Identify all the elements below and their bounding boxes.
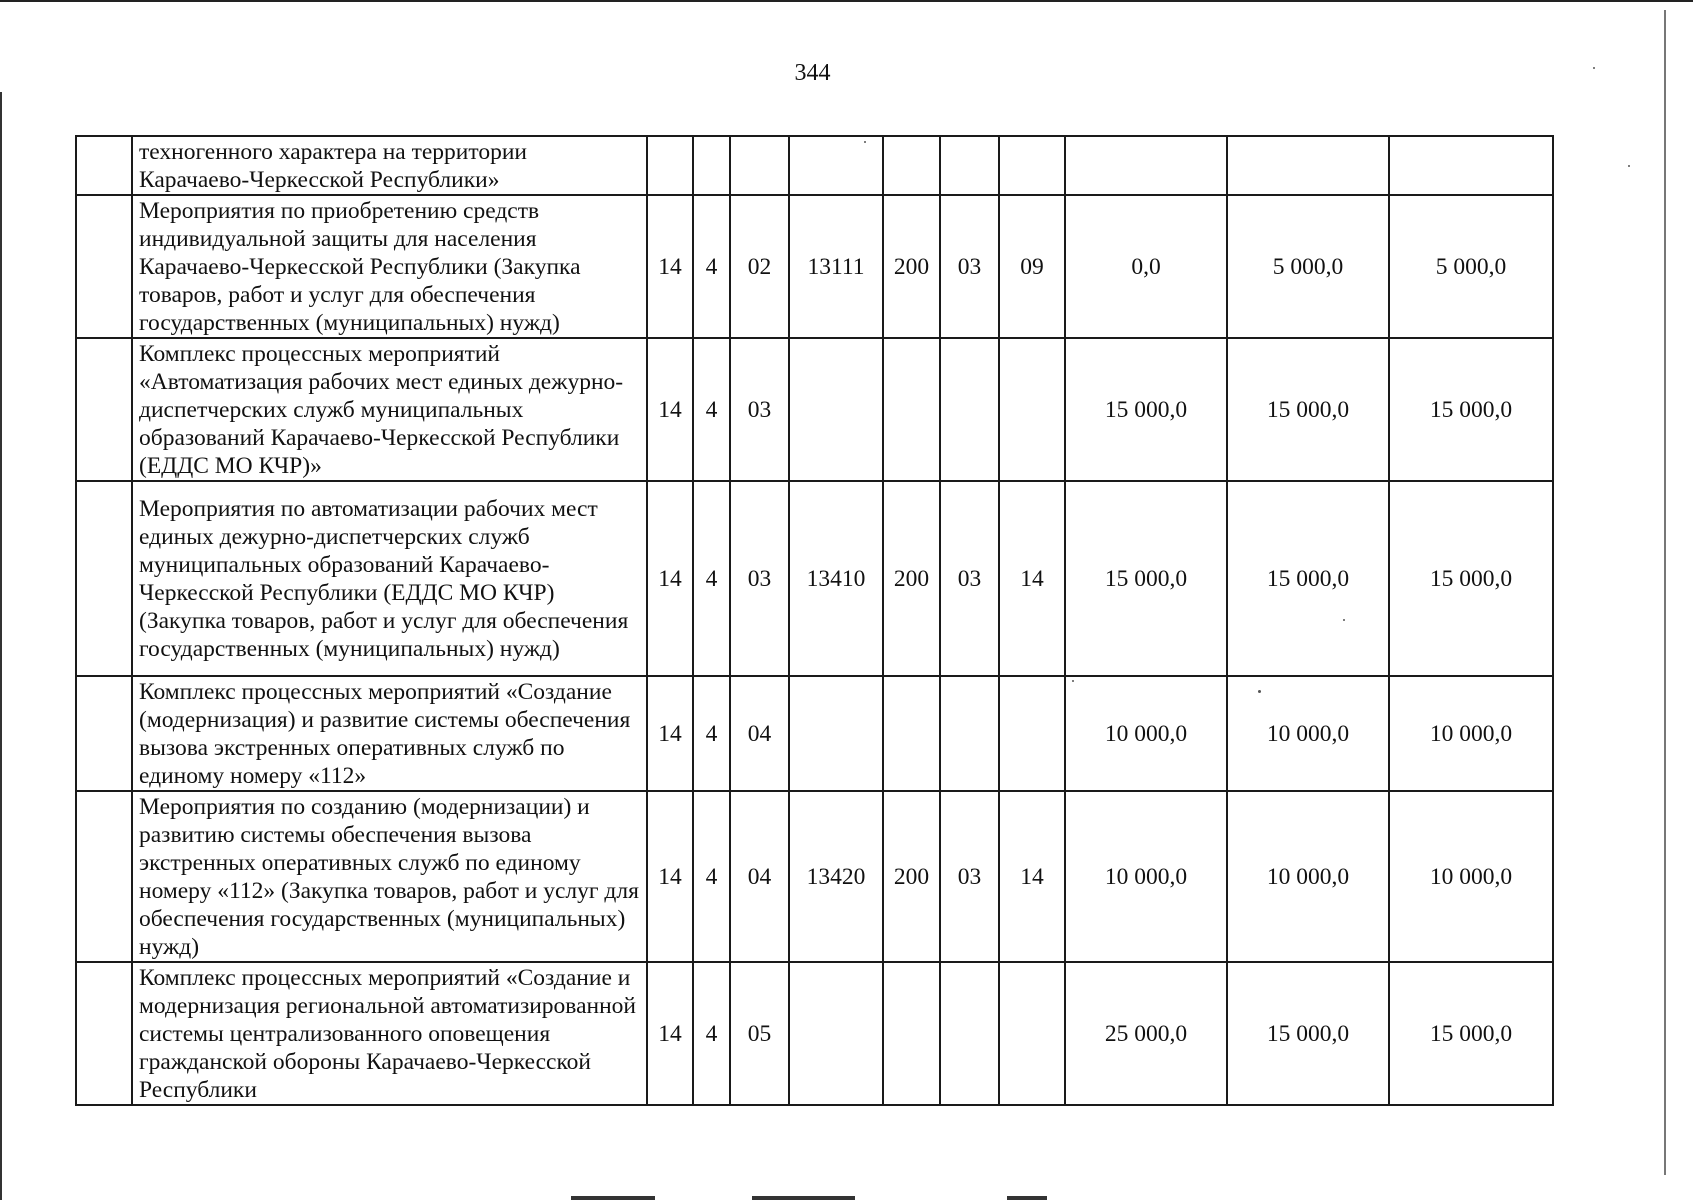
code-3-cell: 02	[730, 195, 789, 338]
code-5-cell	[883, 136, 940, 195]
code-7-cell	[999, 676, 1065, 791]
code-4-cell: 13410	[789, 481, 883, 676]
table-row	[76, 791, 1553, 962]
code-5-cell: 200	[883, 195, 940, 338]
code-7-cell	[999, 962, 1065, 1105]
code-7-cell	[999, 136, 1065, 195]
item-name-cell: Мероприятия по созданию (модернизации) и развитию системы обеспечения вызова экстренных оперативных служб по единому номеру «112» (Закупка товаров, работ и услуг для обеспечения государственных (муниципальных) нужд)	[132, 791, 647, 962]
item-name-cell: Мероприятия по приобретению средств индивидуальной защиты для населения Карачаево-Черкесской Республики (Закупка товаров, работ и услуг для обеспечения государственных (муниципальных) нужд)	[132, 195, 647, 338]
value-2-cell: 15 000,0	[1227, 481, 1389, 676]
table-row	[76, 338, 1553, 481]
code-6-cell	[940, 676, 999, 791]
value-1-cell	[1065, 136, 1227, 195]
code-3-cell: 03	[730, 481, 789, 676]
code-2-cell: 4	[693, 962, 730, 1105]
code-6-cell: 03	[940, 481, 999, 676]
code-5-cell	[883, 676, 940, 791]
code-6-cell	[940, 962, 999, 1105]
code-4-cell	[789, 962, 883, 1105]
value-2-cell: 15 000,0	[1227, 962, 1389, 1105]
code-4-cell	[789, 338, 883, 481]
value-3-cell: 10 000,0	[1389, 676, 1553, 791]
table-row	[76, 962, 1553, 1105]
row-number-cell	[76, 676, 132, 791]
scan-left-border	[0, 92, 2, 1200]
item-name-cell: Комплекс процессных мероприятий «Создание и модернизация региональной автоматизированной системы централизованного оповещения гражданской обороны Карачаево-Черкесской Республики	[132, 962, 647, 1105]
row-number-cell	[76, 791, 132, 962]
code-6-cell: 03	[940, 195, 999, 338]
code-3-cell: 04	[730, 676, 789, 791]
value-3-cell: 10 000,0	[1389, 791, 1553, 962]
budget-table	[75, 135, 1554, 1106]
code-2-cell: 4	[693, 195, 730, 338]
code-5-cell: 200	[883, 791, 940, 962]
table-row	[76, 481, 1553, 676]
code-4-cell	[789, 676, 883, 791]
code-4-cell	[789, 136, 883, 195]
code-3-cell: 03	[730, 338, 789, 481]
page-number: 344	[794, 60, 831, 86]
code-6-cell: 03	[940, 791, 999, 962]
value-1-cell: 15 000,0	[1065, 338, 1227, 481]
code-7-cell: 14	[999, 791, 1065, 962]
item-name-cell: Комплекс процессных мероприятий «Создание (модернизация) и развитие системы обеспечения вызова экстренных оперативных служб по единому номеру «112»	[132, 676, 647, 791]
value-2-cell: 15 000,0	[1227, 338, 1389, 481]
row-number-cell	[76, 195, 132, 338]
code-1-cell: 14	[647, 791, 693, 962]
value-2-cell: 10 000,0	[1227, 791, 1389, 962]
code-1-cell: 14	[647, 195, 693, 338]
code-3-cell: 05	[730, 962, 789, 1105]
code-7-cell: 14	[999, 481, 1065, 676]
code-2-cell: 4	[693, 791, 730, 962]
code-7-cell: 09	[999, 195, 1065, 338]
code-3-cell	[730, 136, 789, 195]
code-5-cell	[883, 338, 940, 481]
value-2-cell: 5 000,0	[1227, 195, 1389, 338]
value-3-cell: 15 000,0	[1389, 962, 1553, 1105]
value-1-cell: 10 000,0	[1065, 676, 1227, 791]
code-4-cell: 13111	[789, 195, 883, 338]
code-7-cell	[999, 338, 1065, 481]
table-row	[76, 195, 1553, 338]
value-1-cell: 10 000,0	[1065, 791, 1227, 962]
code-5-cell: 200	[883, 481, 940, 676]
code-1-cell: 14	[647, 481, 693, 676]
item-name-cell: Мероприятия по автоматизации рабочих мест единых дежурно-диспетчерских служб муниципальных образований Карачаево-Черкесской Республики (ЕДДС МО КЧР) (Закупка товаров, работ и услуг для обеспечения государственных (муниципальных) нужд)	[132, 481, 647, 676]
code-3-cell: 04	[730, 791, 789, 962]
value-3-cell: 15 000,0	[1389, 481, 1553, 676]
table-body	[76, 136, 1553, 1105]
value-1-cell: 15 000,0	[1065, 481, 1227, 676]
code-1-cell: 14	[647, 338, 693, 481]
code-6-cell	[940, 136, 999, 195]
scan-right-border	[1664, 10, 1666, 1175]
code-4-cell: 13420	[789, 791, 883, 962]
code-2-cell: 4	[693, 676, 730, 791]
table-row	[76, 676, 1553, 791]
item-name-cell: Комплекс процессных мероприятий «Автоматизация рабочих мест единых дежурно-диспетчерских служб муниципальных образований Карачаево-Черкесской Республики (ЕДДС МО КЧР)»	[132, 338, 647, 481]
code-2-cell	[693, 136, 730, 195]
row-number-cell	[76, 338, 132, 481]
row-number-cell	[76, 481, 132, 676]
code-2-cell: 4	[693, 338, 730, 481]
value-2-cell: 10 000,0	[1227, 676, 1389, 791]
value-1-cell: 25 000,0	[1065, 962, 1227, 1105]
code-2-cell: 4	[693, 481, 730, 676]
item-name-cell: техногенного характера на территории Карачаево-Черкесской Республики»	[132, 136, 647, 195]
scan-top-border	[0, 0, 1693, 2]
code-1-cell: 14	[647, 962, 693, 1105]
value-3-cell	[1389, 136, 1553, 195]
value-3-cell: 15 000,0	[1389, 338, 1553, 481]
value-2-cell	[1227, 136, 1389, 195]
table-row	[76, 136, 1553, 195]
code-6-cell	[940, 338, 999, 481]
value-1-cell: 0,0	[1065, 195, 1227, 338]
row-number-cell	[76, 962, 132, 1105]
code-1-cell: 14	[647, 676, 693, 791]
value-3-cell: 5 000,0	[1389, 195, 1553, 338]
code-1-cell	[647, 136, 693, 195]
code-5-cell	[883, 962, 940, 1105]
row-number-cell	[76, 136, 132, 195]
